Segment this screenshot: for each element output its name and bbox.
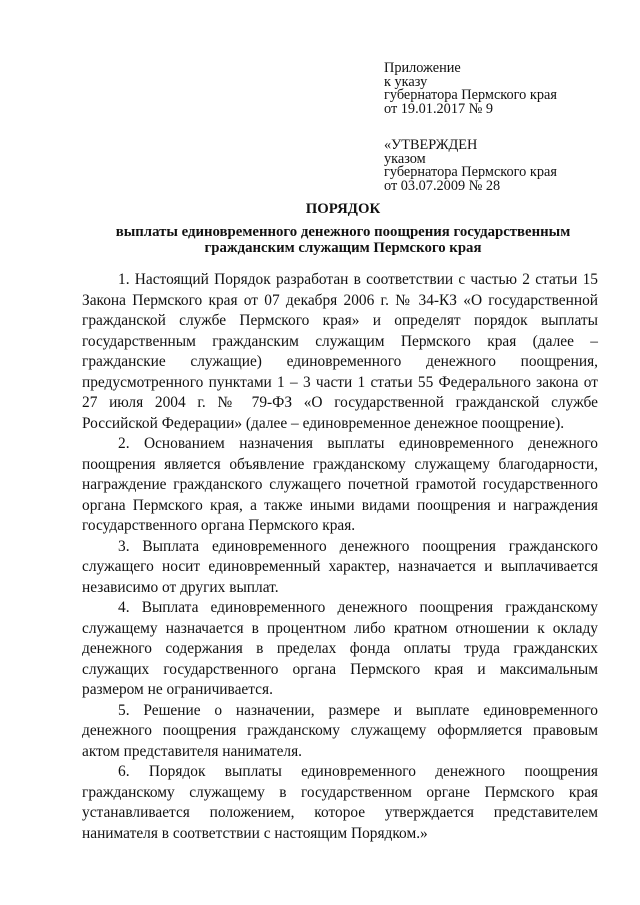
appendix-line: губернатора Пермского края <box>384 87 557 103</box>
paragraph-5: 5. Решение о назначении, размере и выплате единовременного денежного поощрения гражданскому служащему оформляется правовым актом представителя нанимателя. <box>82 701 598 760</box>
paragraph-6: 6. Порядок выплаты единовременного денежного поощрения гражданскому служащему в государственном органе Пермского края устанавливается положением, которое утверждается представителем нанимателя в соответствии с настоящим Порядком.» <box>82 763 598 842</box>
subtitle-line: выплаты единовременного денежного поощрения государственным <box>115 224 571 240</box>
paragraph-1: 1. Настоящий Порядок разработан в соответствии с частью 2 статьи 15 Закона Пермского края от 07 декабря 2006 г. № 34-КЗ «О государственной гражданской службе Пермского края» и определят порядок выплаты государственным гражданским служащим Пермского края (далее – гражданские служащие) единовременного денежного поощрения, предусмотренного пунктами 1 – 3 части 1 статьи 55 Федерального закона от 27 июля 2004 г. № 79-ФЗ «О государственной гражданской службе Российской Федерации» (далее – единовременное денежное поощрение). <box>82 271 598 432</box>
paragraph-2: 2. Основанием назначения выплаты единовременного денежного поощрения является объявление гражданскому служащему благодарности, награждение гражданского служащего почетной грамотой государственного органа Пермского края, а также иными видами поощрения и награждения государственного органа Пермского края. <box>82 435 598 534</box>
appendix-line: от 19.01.2017 № 9 <box>384 100 494 117</box>
appendix-line: к указу <box>384 73 428 90</box>
approved-line: указом <box>384 150 426 167</box>
approved-line: «УТВЕРЖДЕН <box>384 137 478 153</box>
approved-line: губернатора Пермского края <box>384 164 557 180</box>
document-subtitle <box>80 224 606 256</box>
approval-stamp-text <box>384 139 557 193</box>
appendix-line: Приложение <box>384 60 461 76</box>
paragraph-3: 3. Выплата единовременного денежного поощрения гражданского служащего носит единовременный характер, назначается и выплачивается независимо от других выплат. <box>82 537 598 596</box>
appendix-header <box>384 62 557 116</box>
subtitle-line: гражданским служащим Пермского края <box>204 240 482 256</box>
paragraph-4: 4. Выплата единовременного денежного поощрения гражданскому служащему назначается в процентном либо кратном отношении к окладу денежного содержания в пределах фонда оплаты труда гражданских служащих государственного органа Пермского края и максимальным размером не ограничивается. <box>82 599 598 698</box>
document-title: ПОРЯДОК <box>305 201 381 217</box>
document-body <box>82 270 598 844</box>
approved-line: от 03.07.2009 № 28 <box>384 177 501 194</box>
